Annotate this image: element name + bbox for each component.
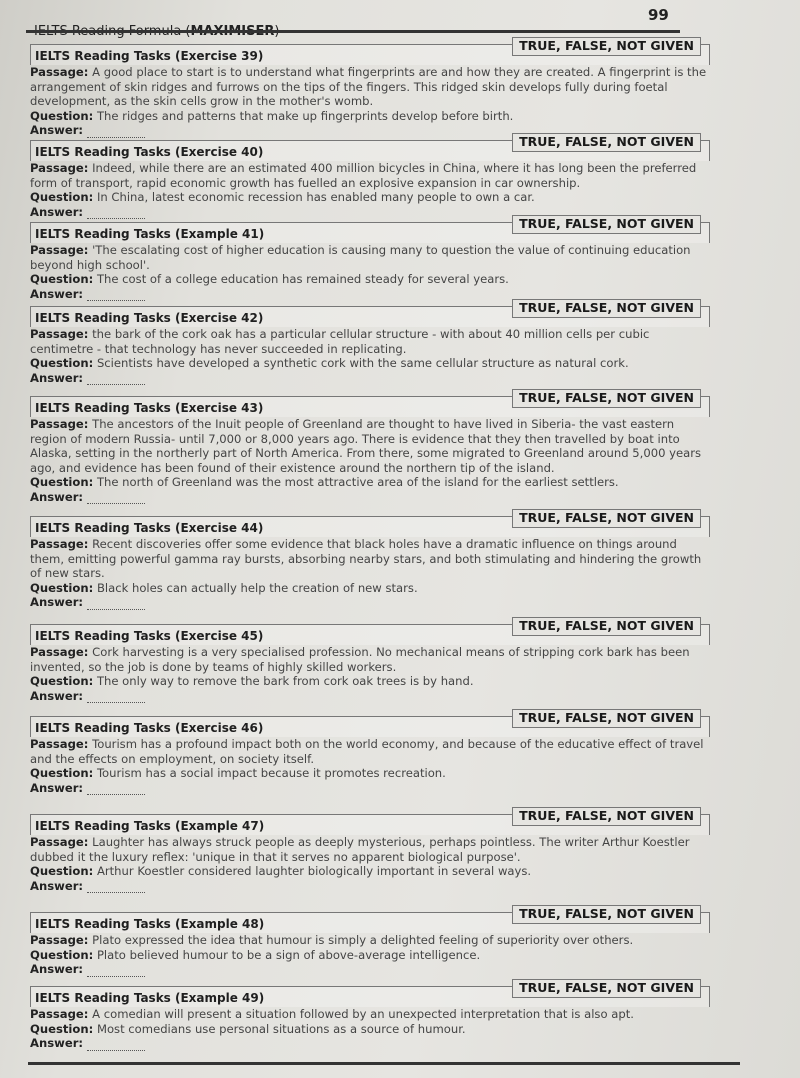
answer-label: Answer: bbox=[30, 489, 84, 504]
exercise-block bbox=[30, 38, 710, 138]
passage-text: A comedian will present a situation followed by an unexpected interpretation that is also apt. bbox=[92, 1007, 634, 1021]
question-text: Scientists have developed a synthetic cork with the same cellular structure as natural cork. bbox=[96, 356, 629, 370]
exercise-title: IELTS Reading Tasks (Exercise 43) bbox=[35, 400, 264, 415]
question-text: Arthur Koestler considered laughter biologically important in several ways. bbox=[96, 864, 532, 878]
book-title-bold: MAXIMISER bbox=[190, 24, 275, 39]
exercise-header bbox=[30, 710, 710, 737]
exercise-title: IELTS Reading Tasks (Exercise 40) bbox=[35, 144, 264, 159]
answer-blank[interactable] bbox=[87, 208, 145, 219]
exercise-header bbox=[30, 980, 710, 1007]
question-type-badge: TRUE, FALSE, NOT GIVEN bbox=[512, 979, 701, 998]
exercise-title: IELTS Reading Tasks (Exercise 42) bbox=[35, 310, 264, 325]
passage bbox=[30, 161, 710, 190]
passage bbox=[30, 645, 710, 674]
question-text: In China, latest economic recession has enabled many people to own a car. bbox=[96, 190, 535, 204]
question-label: Question: bbox=[30, 475, 94, 489]
passage-text: 'The escalating cost of higher education is causing many to question the value of continuing education beyond high school'. bbox=[30, 243, 691, 272]
question-label: Question: bbox=[30, 674, 94, 688]
exercise-title: IELTS Reading Tasks (Exercise 44) bbox=[35, 520, 264, 535]
passage-label: Passage: bbox=[30, 933, 89, 947]
passage-text: Laughter has always struck people as deeply mysterious, perhaps pointless. The writer Arthur Koestler dubbed it the luxury reflex: 'unique in that it serves no apparent biological purpose'. bbox=[30, 835, 690, 864]
exercise-block bbox=[30, 808, 710, 893]
header-rule bbox=[26, 30, 680, 33]
exercise-header bbox=[30, 808, 710, 835]
question-label: Question: bbox=[30, 272, 94, 286]
question-type-badge: TRUE, FALSE, NOT GIVEN bbox=[512, 509, 701, 528]
question-type-badge: TRUE, FALSE, NOT GIVEN bbox=[512, 389, 701, 408]
question-label: Question: bbox=[30, 864, 94, 878]
passage-label: Passage: bbox=[30, 645, 89, 659]
answer-label: Answer: bbox=[30, 878, 84, 893]
passage bbox=[30, 327, 710, 356]
footer-rule bbox=[28, 1062, 740, 1065]
question bbox=[30, 475, 710, 490]
passage-label: Passage: bbox=[30, 417, 89, 431]
question bbox=[30, 272, 710, 287]
question-type-badge: TRUE, FALSE, NOT GIVEN bbox=[512, 709, 701, 728]
exercise-block bbox=[30, 710, 710, 795]
passage-text: Plato expressed the idea that humour is simply a delighted feeling of superiority over others. bbox=[92, 933, 634, 947]
question-text: Tourism has a social impact because it promotes recreation. bbox=[96, 766, 446, 780]
question bbox=[30, 190, 710, 205]
question bbox=[30, 109, 710, 124]
exercise-block bbox=[30, 390, 710, 504]
question-type-badge: TRUE, FALSE, NOT GIVEN bbox=[512, 133, 701, 152]
question bbox=[30, 766, 710, 781]
exercise-title: IELTS Reading Tasks (Exercise 46) bbox=[35, 720, 264, 735]
passage-text: the bark of the cork oak has a particular cellular structure - with about 40 million cells per cubic centimetre - that technology has never succeeded in replicating. bbox=[30, 327, 650, 356]
answer-label: Answer: bbox=[30, 204, 84, 219]
answer-blank[interactable] bbox=[87, 1040, 145, 1051]
passage bbox=[30, 65, 710, 109]
question-label: Question: bbox=[30, 108, 94, 123]
question bbox=[30, 581, 710, 596]
exercise-header bbox=[30, 38, 710, 65]
question-type-badge: TRUE, FALSE, NOT GIVEN bbox=[512, 807, 701, 826]
exercise-header bbox=[30, 300, 710, 327]
passage-label: Passage: bbox=[30, 835, 89, 849]
answer-label: Answer: bbox=[30, 370, 84, 385]
question-type-badge: TRUE, FALSE, NOT GIVEN bbox=[512, 215, 701, 234]
question bbox=[30, 864, 710, 879]
passage-text: Recent discoveries offer some evidence that black holes have a dramatic influence on things around them, emitting powerful gamma ray bursts, absorbing nearby stars, and both stimulating and hindering the growth of new stars. bbox=[30, 537, 702, 580]
exercise-block bbox=[30, 134, 710, 219]
answer-label: Answer: bbox=[30, 962, 84, 976]
passage-label: Passage: bbox=[30, 1007, 89, 1021]
question-text: The cost of a college education has remained steady for several years. bbox=[96, 272, 509, 286]
answer-blank[interactable] bbox=[87, 784, 145, 795]
question bbox=[30, 1022, 710, 1037]
answer-blank[interactable] bbox=[87, 127, 145, 138]
book-title-prefix: IELTS Reading Formula ( bbox=[34, 24, 191, 39]
question-type-badge: TRUE, FALSE, NOT GIVEN bbox=[512, 299, 701, 318]
passage-label: Passage: bbox=[30, 243, 89, 257]
answer-row bbox=[30, 1036, 710, 1051]
exercise-title: IELTS Reading Tasks (Example 41) bbox=[35, 226, 265, 241]
passage bbox=[30, 933, 710, 948]
passage-text: The ancestors of the Inuit people of Greenland are thought to have lived in Siberia- the vast eastern region of modern Russia- until 7,000 or 8,000 years ago. There is evidence that they then travelled by boat into Alaska, setting in the northerly part of North America. From there, some migrated to Greenland around 5,000 years ago, and evidence has been found of their existence around the northern tip of the island. bbox=[30, 417, 702, 475]
passage bbox=[30, 243, 710, 272]
answer-label: Answer: bbox=[30, 123, 84, 137]
answer-label: Answer: bbox=[30, 286, 84, 301]
passage-label: Passage: bbox=[30, 737, 89, 751]
question-type-badge: TRUE, FALSE, NOT GIVEN bbox=[512, 617, 701, 636]
answer-blank[interactable] bbox=[87, 882, 145, 893]
exercise-block bbox=[30, 618, 710, 703]
question-text: Plato believed humour to be a sign of above-average intelligence. bbox=[96, 947, 481, 962]
question-label: Question: bbox=[30, 766, 94, 780]
question bbox=[30, 674, 710, 689]
question-label: Question: bbox=[30, 947, 94, 962]
answer-row bbox=[30, 371, 710, 386]
question-label: Question: bbox=[30, 190, 94, 204]
page-number: 99 bbox=[648, 6, 669, 24]
passage bbox=[30, 835, 710, 864]
answer-row bbox=[30, 781, 710, 796]
answer-blank[interactable] bbox=[87, 692, 145, 703]
exercise-block bbox=[30, 510, 710, 610]
answer-label: Answer: bbox=[30, 595, 84, 609]
passage bbox=[30, 417, 710, 475]
exercise-title: IELTS Reading Tasks (Example 47) bbox=[35, 818, 265, 833]
question-type-badge: TRUE, FALSE, NOT GIVEN bbox=[512, 905, 701, 924]
question-text: Most comedians use personal situations as a source of humour. bbox=[96, 1021, 466, 1036]
question-text: The only way to remove the bark from cork oak trees is by hand. bbox=[96, 674, 474, 688]
exercise-block bbox=[30, 300, 710, 385]
question-label: Question: bbox=[30, 1021, 94, 1036]
question-label: Question: bbox=[30, 356, 94, 370]
exercise-header bbox=[30, 134, 710, 161]
question-text: Black holes can actually help the creation of new stars. bbox=[96, 580, 418, 595]
answer-row bbox=[30, 490, 710, 505]
passage bbox=[30, 737, 710, 766]
passage-label: Passage: bbox=[30, 537, 89, 551]
passage bbox=[30, 1007, 710, 1022]
exercise-block bbox=[30, 216, 710, 301]
answer-label: Answer: bbox=[30, 688, 84, 703]
exercise-header bbox=[30, 216, 710, 243]
passage-label: Passage: bbox=[30, 327, 89, 341]
question bbox=[30, 948, 710, 963]
exercise-header bbox=[30, 618, 710, 645]
passage-text: A good place to start is to understand what fingerprints are and how they are created. A fingerprint is the arrangement of skin ridges and furrows on the tips of the fingers. This ridged skin develops fully during foetal development, as the skin cells grow in the mother's womb. bbox=[30, 65, 707, 108]
passage-label: Passage: bbox=[30, 65, 89, 79]
exercise-title: IELTS Reading Tasks (Exercise 39) bbox=[35, 48, 264, 63]
answer-blank[interactable] bbox=[87, 493, 145, 504]
question-text: The ridges and patterns that make up fingerprints develop before birth. bbox=[96, 108, 514, 123]
book-title-suffix: ) bbox=[274, 24, 280, 39]
question-label: Question: bbox=[30, 580, 94, 595]
answer-blank[interactable] bbox=[87, 599, 145, 610]
exercise-title: IELTS Reading Tasks (Example 49) bbox=[35, 990, 265, 1005]
answer-row bbox=[30, 879, 710, 894]
exercise-block bbox=[30, 980, 710, 1051]
question bbox=[30, 356, 710, 371]
answer-blank[interactable] bbox=[87, 374, 145, 385]
answer-row bbox=[30, 689, 710, 704]
answer-row bbox=[30, 962, 710, 977]
answer-label: Answer: bbox=[30, 1036, 84, 1050]
passage-label: Passage: bbox=[30, 161, 89, 175]
exercise-header bbox=[30, 390, 710, 417]
answer-blank[interactable] bbox=[87, 290, 145, 301]
passage-text: Indeed, while there are an estimated 400 million bicycles in China, where it has long been the preferred form of transport, rapid economic growth has fuelled an explosive expansion in car ownership. bbox=[30, 161, 697, 190]
question-text: The north of Greenland was the most attractive area of the island for the earliest settlers. bbox=[96, 475, 619, 489]
answer-blank[interactable] bbox=[87, 966, 145, 977]
answer-row bbox=[30, 595, 710, 610]
exercise-header bbox=[30, 510, 710, 537]
passage-text: Cork harvesting is a very specialised profession. No mechanical means of stripping cork bark has been invented, so the job is done by teams of highly skilled workers. bbox=[30, 645, 690, 674]
exercise-title: IELTS Reading Tasks (Exercise 45) bbox=[35, 628, 264, 643]
question-type-badge: TRUE, FALSE, NOT GIVEN bbox=[512, 37, 701, 56]
exercise-block bbox=[30, 906, 710, 977]
passage bbox=[30, 537, 710, 581]
passage-text: Tourism has a profound impact both on the world economy, and because of the educative effect of travel and the effects on employment, on society itself. bbox=[30, 737, 704, 766]
answer-label: Answer: bbox=[30, 780, 84, 795]
exercise-title: IELTS Reading Tasks (Example 48) bbox=[35, 916, 265, 931]
exercise-header bbox=[30, 906, 710, 933]
